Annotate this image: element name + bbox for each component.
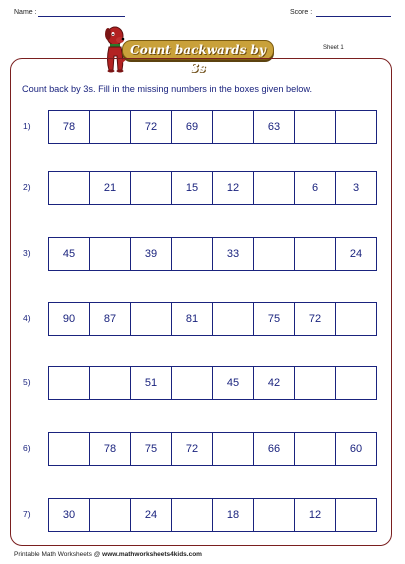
row-number: 4) xyxy=(23,313,31,323)
number-boxes xyxy=(48,110,377,144)
number-box[interactable]: 81 xyxy=(172,303,213,335)
number-box[interactable] xyxy=(295,238,336,270)
number-box[interactable]: 78 xyxy=(90,433,131,465)
number-box[interactable]: 72 xyxy=(172,433,213,465)
number-box[interactable] xyxy=(131,303,172,335)
number-box[interactable] xyxy=(254,172,295,204)
score-field[interactable] xyxy=(316,16,391,17)
score-label: Score : xyxy=(290,9,313,16)
number-box[interactable] xyxy=(49,367,90,399)
number-box[interactable] xyxy=(172,499,213,531)
number-box[interactable] xyxy=(295,433,336,465)
number-box[interactable]: 75 xyxy=(131,433,172,465)
number-box[interactable]: 18 xyxy=(213,499,254,531)
row-number: 3) xyxy=(23,248,31,258)
number-box[interactable]: 12 xyxy=(295,499,336,531)
number-box[interactable]: 60 xyxy=(349,443,363,455)
number-box[interactable] xyxy=(295,367,336,399)
number-box[interactable]: 6 xyxy=(295,172,336,204)
problem-row-3 xyxy=(16,237,386,271)
number-box[interactable] xyxy=(213,111,254,143)
number-box[interactable] xyxy=(131,172,172,204)
problem-row-5 xyxy=(16,366,386,400)
number-box[interactable]: 72 xyxy=(131,111,172,143)
footer-site-link[interactable]: www.mathworksheets4kids.com xyxy=(102,551,202,558)
number-box[interactable] xyxy=(90,499,131,531)
number-box[interactable] xyxy=(336,367,376,399)
number-box[interactable] xyxy=(172,238,213,270)
number-box[interactable] xyxy=(90,238,131,270)
name-field[interactable] xyxy=(38,16,125,17)
number-box[interactable]: 66 xyxy=(254,433,295,465)
number-box[interactable]: 24 xyxy=(349,248,363,260)
problem-row-2 xyxy=(16,171,386,205)
number-box[interactable]: 3 xyxy=(352,182,360,194)
number-box[interactable] xyxy=(254,499,295,531)
number-box[interactable]: 12 xyxy=(213,172,254,204)
number-box[interactable] xyxy=(90,111,131,143)
number-box[interactable] xyxy=(254,238,295,270)
number-box[interactable]: 24 xyxy=(131,499,172,531)
number-boxes xyxy=(48,498,377,532)
number-box[interactable] xyxy=(90,367,131,399)
number-box[interactable]: 63 xyxy=(254,111,295,143)
instructions: Count back by 3s. Fill in the missing numbers in the boxes given below. xyxy=(22,84,313,94)
number-box[interactable]: 51 xyxy=(131,367,172,399)
number-boxes xyxy=(48,302,377,336)
number-box[interactable]: 87 xyxy=(90,303,131,335)
number-box[interactable] xyxy=(336,303,376,335)
sheet-label: Sheet 1 xyxy=(323,45,344,51)
number-box[interactable]: 78 xyxy=(49,111,90,143)
number-box[interactable]: 21 xyxy=(90,172,131,204)
number-box[interactable] xyxy=(336,499,376,531)
problem-row-1 xyxy=(16,110,386,144)
number-box[interactable]: 72 xyxy=(295,303,336,335)
number-box[interactable]: 69 xyxy=(172,111,213,143)
row-number: 6) xyxy=(23,443,31,453)
problem-row-7 xyxy=(16,498,386,532)
number-box[interactable]: 30 xyxy=(49,499,90,531)
row-number: 1) xyxy=(23,121,31,131)
problem-row-6 xyxy=(16,432,386,466)
row-number: 5) xyxy=(23,377,31,387)
number-box[interactable] xyxy=(49,433,90,465)
number-box[interactable] xyxy=(295,111,336,143)
number-boxes xyxy=(48,432,377,466)
number-box[interactable] xyxy=(172,367,213,399)
number-box[interactable] xyxy=(213,303,254,335)
number-box[interactable]: 39 xyxy=(131,238,172,270)
number-box[interactable] xyxy=(213,433,254,465)
number-boxes xyxy=(48,237,377,271)
number-box[interactable]: 33 xyxy=(213,238,254,270)
problem-row-4 xyxy=(16,302,386,336)
number-boxes xyxy=(48,171,377,205)
worksheet-title: Count backwards by 3s xyxy=(122,40,274,60)
number-box[interactable]: 90 xyxy=(49,303,90,335)
footer-brand: Printable Math Worksheets @ xyxy=(14,551,101,558)
number-boxes xyxy=(48,366,377,400)
number-box[interactable]: 45 xyxy=(213,367,254,399)
number-box[interactable]: 45 xyxy=(49,238,90,270)
number-box[interactable]: 15 xyxy=(172,172,213,204)
number-box[interactable] xyxy=(336,111,376,143)
footer xyxy=(14,551,202,558)
number-box[interactable] xyxy=(49,172,90,204)
number-box[interactable]: 42 xyxy=(254,367,295,399)
number-box[interactable]: 75 xyxy=(254,303,295,335)
name-label: Name : xyxy=(14,9,37,16)
row-number: 2) xyxy=(23,182,31,192)
row-number: 7) xyxy=(23,509,31,519)
